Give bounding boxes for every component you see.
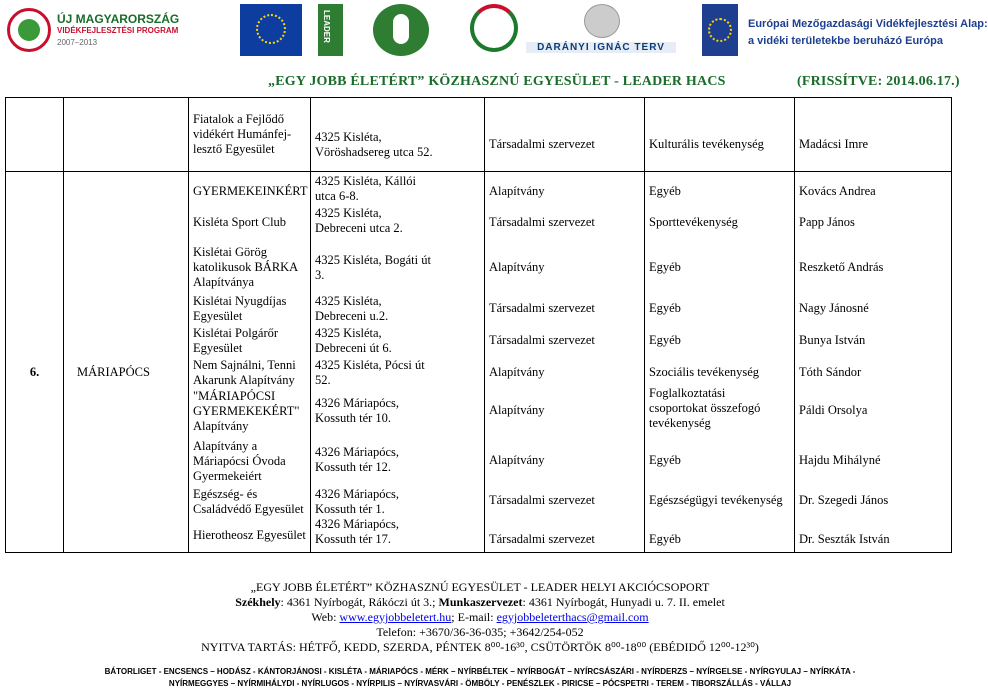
contact-person: Bunya István <box>799 333 866 347</box>
logo-strip <box>0 0 988 60</box>
number-cell <box>6 98 64 172</box>
org-address: 4325 Kisléta, Bogáti út 3. <box>315 253 431 282</box>
org-name: GYERMEKEINKÉRT <box>193 184 308 198</box>
umvp-title: ÚJ MAGYARORSZÁG <box>57 12 180 26</box>
types-cell <box>485 172 645 553</box>
table-row <box>6 172 952 553</box>
contact-person: Papp János <box>799 215 855 229</box>
footer-org-name: „EGY JOBB ÉLETÉRT” KÖZHASZNÚ EGYESÜLET - LEADER HELYI AKCIÓCSOPORT <box>250 580 710 594</box>
org-activity: Egészségügyi tevékenység <box>649 493 783 507</box>
org-address: 4326 Máriapócs, Kossuth tér 1. <box>315 487 400 516</box>
org-name: "MÁRIAPÓCSI GYERMEKEKÉRT" Alapítvány <box>193 389 300 433</box>
org-activity: Egyéb <box>649 532 681 546</box>
activity-cell: Kulturális tevékenység <box>645 98 795 172</box>
footer <box>0 580 960 655</box>
uj-magyarorszag-logo <box>5 4 180 56</box>
org-address: 4326 Máriapócs, Kossuth tér 17. <box>315 517 400 546</box>
org-type: Alapítvány <box>489 453 545 467</box>
org-name: Nem Sajnálni, Tenni Akarunk Alapítvány <box>193 358 296 387</box>
umvp-subtitle: VIDÉKFEJLESZTÉSI PROGRAM <box>57 26 179 35</box>
settlement-cell <box>64 98 189 172</box>
footer-contact: Web: www.egyjobbeletert.hu; E-mail: egyjobbeleterthacs@gmail.com <box>311 610 649 624</box>
umvp-emblem-icon <box>7 8 51 52</box>
address-cell: 4325 Kisléta, Vöröshadsereg utca 52. <box>311 98 485 172</box>
daranyi-ignac-terv-logo: DARÁNYI IGNÁC TERV <box>526 4 676 56</box>
org-activity: Szociális tevékenység <box>649 365 760 379</box>
org-address: 4326 Máriapócs, Kossuth tér 12. <box>315 445 400 474</box>
update-date: (FRISSÍTVE: 2014.06.17.) <box>797 74 960 89</box>
activities-cell <box>645 172 795 553</box>
contact-person: Páldi Orsolya <box>799 403 868 417</box>
website-link[interactable]: www.egyjobbeletert.hu <box>339 610 452 624</box>
leader-logo: LEADER <box>318 4 343 56</box>
contact-person: Kovács Andrea <box>799 184 876 198</box>
org-address: 4325 Kisléta, Debreceni utca 2. <box>315 206 403 235</box>
org-address: 4325 Kisléta, Pócsi út 52. <box>315 358 425 387</box>
persons-cell <box>795 172 952 553</box>
contact-person: Reszkető András <box>799 260 884 274</box>
type-cell: Társadalmi szervezet <box>485 98 645 172</box>
org-address: 4325 Kisléta, Debreceni u.2. <box>315 294 389 323</box>
org-type: Alapítvány <box>489 184 545 198</box>
contact-person: Nagy Jánosné <box>799 301 869 315</box>
org-name: Hierotheosz Egyesület <box>193 528 306 542</box>
org-names-cell <box>189 172 311 553</box>
org-address: 4326 Máriapócs, Kossuth tér 10. <box>315 396 400 425</box>
footer-phone: Telefon: +3670/36-36-035; +3642/254-052 <box>376 625 584 639</box>
leader-emblem-icon <box>365 4 445 56</box>
organizations-table <box>5 97 952 553</box>
person-cell: Madácsi Imre <box>795 98 952 172</box>
settlement-cell: MÁRIAPÓCS <box>64 172 189 553</box>
org-activity: Egyéb <box>649 301 681 315</box>
contact-person: Tóth Sándor <box>799 365 862 379</box>
org-type: Alapítvány <box>489 403 545 417</box>
org-activity: Egyéb <box>649 453 681 467</box>
org-type: Társadalmi szervezet <box>489 333 595 347</box>
org-type: Társadalmi szervezet <box>489 301 595 315</box>
org-activity: Egyéb <box>649 333 681 347</box>
eu-flag-icon <box>240 4 302 56</box>
email-link[interactable]: egyjobbeleterthacs@gmail.com <box>496 610 649 624</box>
eu-flag-small-icon <box>702 4 738 56</box>
number-cell: 6. <box>6 172 64 553</box>
org-type: Alapítvány <box>489 365 545 379</box>
contact-person: Dr. Seszták István <box>799 532 890 546</box>
org-name: Alapítvány a Máriapócsi Óvoda Gyermekeiért <box>193 439 286 483</box>
member-towns <box>0 666 960 690</box>
org-address: 4325 Kisléta, Kállói utca 6-8. <box>315 174 417 203</box>
org-name: Kislétai Görög katolikusok BÁRKA Alapítványa <box>193 245 299 289</box>
eu-fund-logo: Európai Mezőgazdasági Vidékfejlesztési Alap: a vidéki területekbe beruházó Európa <box>748 18 988 47</box>
table-row <box>6 98 952 172</box>
contact-person: Dr. Szegedi János <box>799 493 889 507</box>
org-activity: Sporttevékenység <box>649 215 738 229</box>
umvp-years: 2007–2013 <box>57 38 98 47</box>
org-name: Kislétai Nyugdíjas Egyesület <box>193 294 287 323</box>
org-address: 4325 Kisléta, Debreceni út 6. <box>315 326 392 355</box>
org-activity: Foglalkoztatási csoportokat összefogó tevékenység <box>649 386 761 430</box>
org-type: Társadalmi szervezet <box>489 532 595 546</box>
contact-person: Hajdu Mihályné <box>799 453 881 467</box>
org-activity: Egyéb <box>649 184 681 198</box>
addresses-cell <box>311 172 485 553</box>
org-activity: Egyéb <box>649 260 681 274</box>
towns-line-1: BÁTORLIGET - ENCSENCS – HODÁSZ - KÁNTORJÁNOSI - KISLÉTA - MÁRIAPÓCS - MÉRK – NYÍRBÉLTEK – NYÍRBOGÁT – NYÍRCSÁSZÁRI - NYÍRDERZS – NYÍRGELSE - NYÍRGYULAJ – NYÍRKÁTA - <box>104 667 856 676</box>
footer-hours: NYITVA TARTÁS: HÉTFŐ, KEDD, SZERDA, PÉNTEK 8⁰⁰-16³⁰, CSÜTÖRTÖK 8⁰⁰-18⁰⁰ (EBÉDIDŐ 12⁰⁰-12³⁰) <box>201 640 759 654</box>
org-name: Egészség- és Családvédő Egyesület <box>193 487 304 516</box>
towns-line-2: NYÍRMEGGYES – NYÍRMIHÁLYDI - NYÍRLUGOS - NYÍRPILIS – NYÍRVASVÁRI - ÖMBÖLY - PENÉSZLEK - PIRICSE – PÓCSPETRI - TEREM - TIBORSZÁLLÁS - VÁLLAJ <box>168 679 792 688</box>
org-type: Társadalmi szervezet <box>489 215 595 229</box>
footer-address: Székhely: 4361 Nyírbogát, Rákóczi út 3.; Munkaszervezet: 4361 Nyírbogát, Hunyadi u. 7. II. emelet <box>235 595 725 609</box>
org-type: Társadalmi szervezet <box>489 493 595 507</box>
hacs-emblem-icon <box>470 4 520 56</box>
org-type: Alapítvány <box>489 260 545 274</box>
org-name: Kislétai Polgárőr Egyesület <box>193 326 279 355</box>
org-name: Kisléta Sport Club <box>193 215 287 229</box>
portrait-icon <box>584 4 620 38</box>
org-name-cell: Fiatalok a Fejlődő vidékért Humánfej- lesztő Egyesület <box>189 98 311 172</box>
page-title: „EGY JOBB ÉLETÉRT” KÖZHASZNÚ EGYESÜLET - LEADER HACS <box>268 74 726 89</box>
